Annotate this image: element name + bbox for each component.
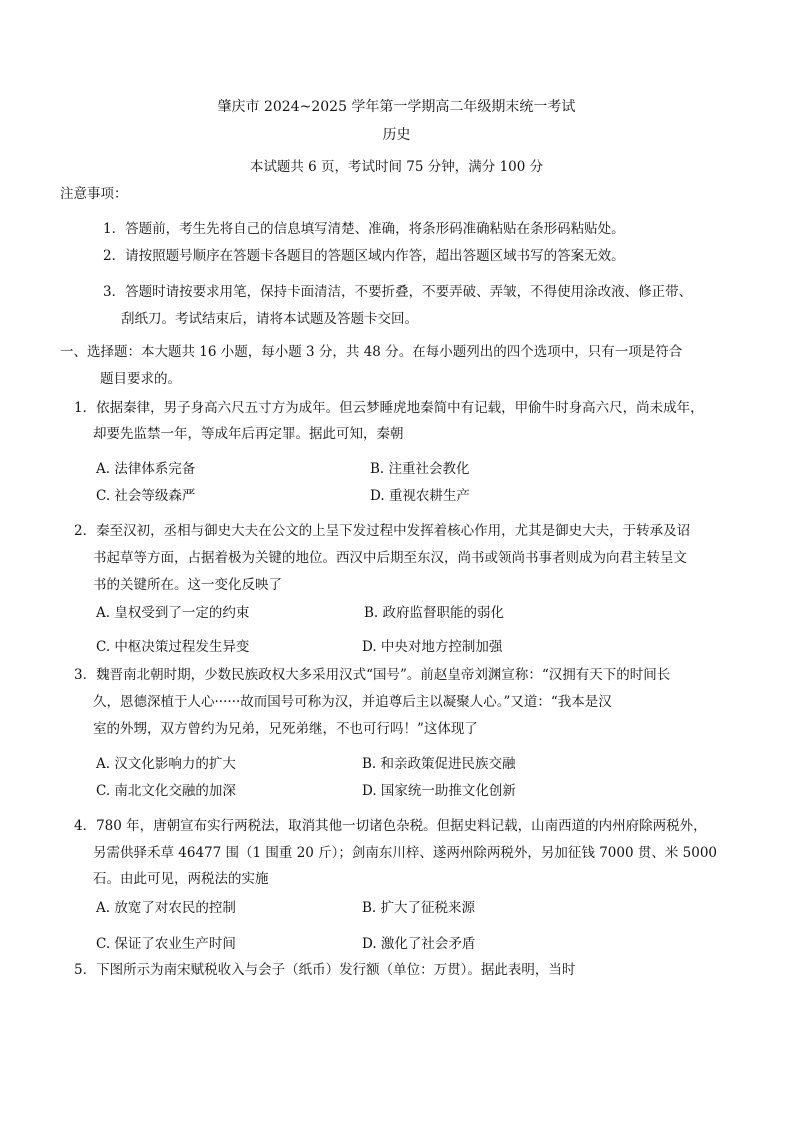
section-heading: 题目要求的。 — [100, 371, 181, 387]
question-stem: 1．依据秦律，男子身高六尺五寸方为成年。但云梦睡虎地秦简中有记载，甲偷牛时身高六尺，尚未成年， — [74, 400, 704, 416]
section-heading: 一、选择题：本大题共 16 小题，每小题 3 分，共 48 分。在每小题列出的四个选项中，只有一项是符合 — [60, 344, 683, 360]
option-a[interactable]: A. 放宽了对农民的控制 — [96, 900, 236, 916]
option-c[interactable]: C. 南北文化交融的加深 — [96, 783, 236, 799]
question-stem: 书的关键所在。这一变化反映了 — [93, 577, 282, 593]
question-stem: 久，恩德深植于人心······故而国号可称为汉，并追尊后主以凝聚人心。”又道：“我本是汉 — [93, 694, 612, 710]
question-stem: 4．780 年，唐朝宣布实行两税法，取消其他一切诸色杂税。但据史料记载，山南西道的内州府除两税外， — [74, 818, 707, 834]
question-stem: 3．魏晋南北朝时期，少数民族政权大多采用汉式“国号”。前赵皇帝刘渊宣称：“汉拥有天下的时间长 — [74, 667, 671, 683]
option-c[interactable]: C. 保证了农业生产时间 — [96, 936, 236, 952]
option-d[interactable]: D. 国家统一助推文化创新 — [362, 783, 516, 799]
exam-title: 肇庆市 2024~2025 学年第一学期高二年级期末统一考试 — [217, 99, 576, 115]
option-b[interactable]: B. 注重社会教化 — [370, 461, 470, 477]
question-stem: 石。由此可见，两税法的实施 — [93, 871, 269, 887]
notice-item: 2．请按照题号顺序在答题卡各题目的答题区域内作答，超出答题区域书写的答案无效。 — [103, 248, 625, 264]
option-d[interactable]: D. 重视农耕生产 — [370, 488, 470, 504]
notice-item: 3．答题时请按要求用笔，保持卡面清洁，不要折叠，不要弄破、弄皱，不得使用涂改液、修正带、 — [103, 284, 693, 300]
subject-title: 历史 — [382, 127, 411, 143]
option-a[interactable]: A. 皇权受到了一定的约束 — [96, 605, 250, 621]
question-stem: 另需供驿禾草 46477 围（1 围重 20 斤）；剑南东川梓、遂两州除两税外，另加征钱 7000 贯、米 5000 — [93, 845, 718, 861]
option-c[interactable]: C. 社会等级森严 — [96, 488, 196, 504]
notice-label: 注意事项： — [60, 186, 128, 202]
option-d[interactable]: D. 激化了社会矛盾 — [362, 936, 476, 952]
option-b[interactable]: B. 扩大了征税来源 — [362, 900, 476, 916]
question-stem: 书起草等方面，占据着极为关键的地位。西汉中后期至东汉，尚书或领尚书事者则成为向君主转呈文 — [93, 550, 687, 566]
question-stem: 5．下图所示为南宋赋税收入与会子（纸币）发行额（单位：万贯）。据此表明，当时 — [74, 962, 576, 978]
question-stem: 却要先监禁一年，等成年后再定罪。据此可知，秦朝 — [93, 426, 404, 442]
option-a[interactable]: A. 汉文化影响力的扩大 — [96, 756, 236, 772]
option-a[interactable]: A. 法律体系完备 — [96, 461, 196, 477]
notice-item: 1．答题前，考生先将自己的信息填写清楚、准确，将条形码准确粘贴在条形码粘贴处。 — [103, 221, 625, 237]
question-stem: 室的外甥，双方曾约为兄弟，兄死弟继，不也可行吗！”这体现了 — [93, 721, 478, 737]
option-d[interactable]: D. 中央对地方控制加强 — [362, 639, 503, 655]
option-c[interactable]: C. 中枢决策过程发生异变 — [96, 639, 250, 655]
exam-info: 本试题共 6 页，考试时间 75 分钟，满分 100 分 — [249, 159, 544, 175]
question-stem: 2．秦至汉初，丞相与御史大夫在公文的上呈下发过程中发挥着核心作用，尤其是御史大夫，于转承及诏 — [74, 523, 691, 539]
option-b[interactable]: B. 政府监督职能的弱化 — [364, 605, 505, 621]
option-b[interactable]: B. 和亲政策促进民族交融 — [362, 756, 516, 772]
notice-item: 刮纸刀。考试结束后，请将本试题及答题卡交回。 — [121, 311, 418, 327]
